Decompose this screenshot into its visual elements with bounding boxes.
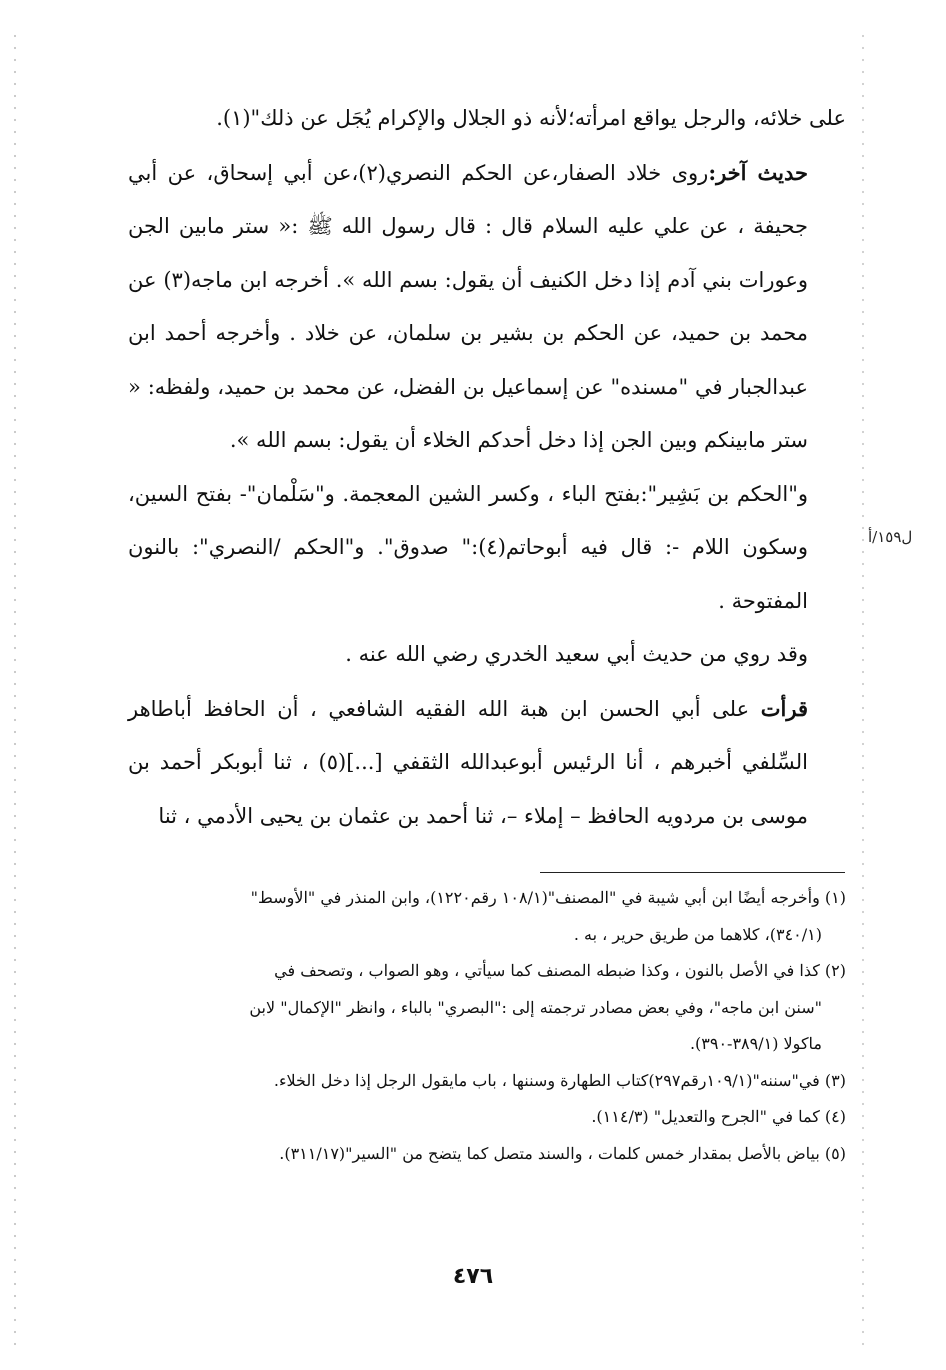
qaraat-heading: قرأت: [760, 695, 808, 721]
footnotes: [128, 880, 846, 1172]
footnote-4: (٤) كما في "الجرح والتعديل" (١١٤/٣).: [591, 1107, 846, 1126]
paragraph-1: على خلائه، والرجل يواقع امرأته؛لأنه ذو الجلال والإكرام يُجَل عن ذلك"(١).: [216, 106, 846, 130]
paragraph-2-text: روى خلاد الصفار،عن الحكم النصري(٢)،عن أبي إسحاق، عن أبي جحيفة ، عن علي عليه السلام قال : قال رسول الله ﷺ :« ستر مابين الجن وعورات بني آدم إذا دخل الكنيف أن يقول: بسم الله ». أخرجه ابن ماجه(٣) عن محمد بن حميد، عن الحكم بن بشير بن سلمان، عن خلاد . وأخرجه أحمد ابن عبدالجبار في "مسنده" عن إسماعيل بن الفضل، عن محمد بن حميد، ولفظه: « ستر مابينكم وبين الجن إذا دخل أحدكم الخلاء أن يقول: بسم الله ».: [128, 160, 809, 452]
paragraph-4: وقد روي من حديث أبي سعيد الخدري رضي الله عنه .: [345, 642, 808, 666]
page-number: ٤٧٦: [452, 1264, 494, 1289]
paragraph-5: [128, 682, 846, 844]
scan-edge-dots-right: [862, 30, 864, 1350]
footnote-separator: [540, 872, 845, 873]
footnote-2: (٢) كذا في الأصل بالنون ، وكذا ضبطه المصنف كما سيأتي ، وهو الصواب ، وتصحف في: [274, 961, 846, 980]
main-text: [128, 92, 846, 843]
paragraph-2: [128, 146, 846, 468]
footnote-1-continued: (٣٤٠/١)، كلاهما من طريق حرير ، به .: [573, 924, 822, 944]
manuscript-folio-note: ل١٥٩/أ: [868, 528, 913, 546]
footnote-3: (٣) في"سننه"(١٠٩/١رقم٢٩٧)كتاب الطهارة وسننها ، باب مايقول الرجل إذا دخل الخلاء.: [273, 1070, 846, 1090]
footnote-1: (١) وأخرجه أيضًا ابن أبي شيبة في "المصنف"(١٠٨/١ رقم١٢٢٠)، وابن المنذر في "الأوسط": [250, 888, 846, 907]
hadith-heading: حديث آخر:: [708, 159, 809, 185]
scan-edge-dots-left: [14, 30, 16, 1350]
footnote-2-end: ماكولا (٣٨٩/١-٣٩٠).: [689, 1034, 822, 1053]
footnote-5: (٥) بياض بالأصل بمقدار خمس كلمات ، والسند متصل كما يتضح من "السير"(٣١١/١٧).: [279, 1143, 846, 1163]
paragraph-3: و"الحكم بن بَشِير":بفتح الباء ، وكسر الشين المعجمة. و"سَلْمان"- بفتح السين، وسكون اللام -: قال فيه أبوحاتم(٤):" صدوق". و"الحكم /النصري": بالنون المفتوحة .: [128, 481, 809, 613]
paragraph-5-text: على أبي الحسن ابن هبة الله الفقيه الشافعي ، أن الحافظ أباطاهر السِّلفي أخبرهم ، أنا الرئيس أبوعبدالله الثقفي [...](٥) ، ثنا أبوبكر أحمد بن موسى بن مردويه الحافظ – إملاء –، ثنا أحمد بن عثمان بن يحيى الأدمي ، ثنا: [128, 696, 808, 828]
footnote-2-continued: "سنن ابن ماجه"، وفي بعض مصادر ترجمته إلى :"البصري" بالباء ، وانظر "الإكمال" لابن: [249, 997, 822, 1017]
